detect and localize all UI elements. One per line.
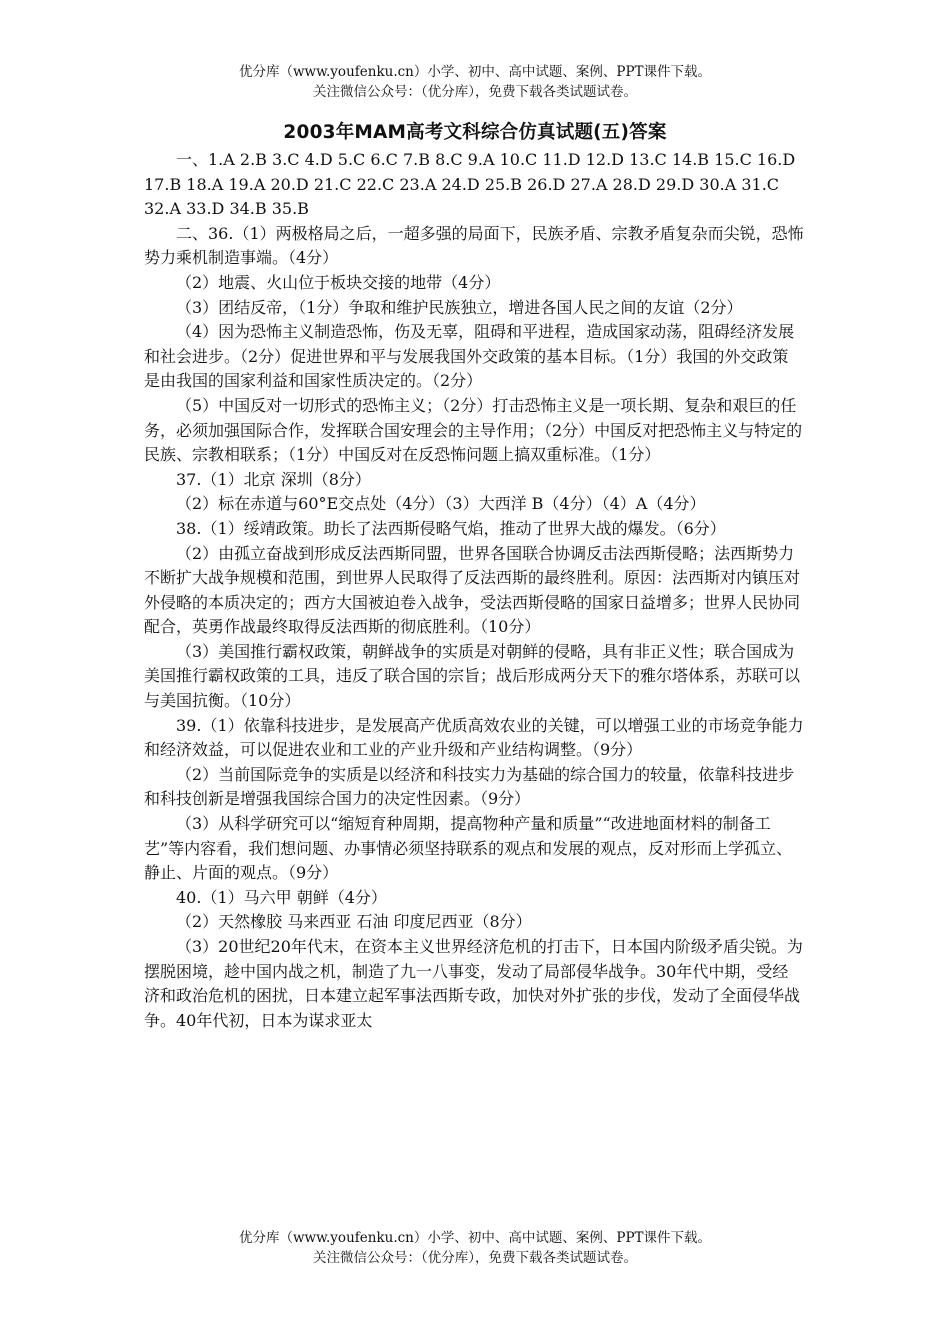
answer-paragraph: （4）因为恐怖主义制造恐怖，伤及无辜，阻碍和平进程，造成国家动荡，阻碍经济发展和社会进步。（2分）促进世界和平与发展我国外交政策的基本目标。（1分）我国的外交政策是由我国的国家利益和国家性质决定的。（2分）	[144, 322, 795, 391]
answer-paragraph: （2）地震、火山位于板块交接的地带（4分）	[176, 272, 501, 292]
footer-line-2: 关注微信公众号：（优分库），免费下载各类试题试卷。	[313, 1250, 637, 1266]
answer-paragraph: （3）从科学研究可以“缩短育种周期，提高物种产量和质量”“改进地面材料的制备工艺”等内容看，我们想问题、办事情必须坚持联系的观点和发展的观点，反对形而上学孤立、静止、片面的观点。（9分）	[144, 814, 793, 883]
answer-paragraph: （3）团结反帝，（1分）争取和维护民族独立，增进各国人民之间的友谊（2分）	[176, 297, 743, 317]
answer-paragraph: 一、1.A 2.B 3.C 4.D 5.C 6.C 7.B 8.C 9.A 10.C 11.D 12.D 13.C 14.B 15.C 16.D 17.B 18.A 19.A 20.D 21.C 22.C 23.A 24.D 25.B 26.D 27.A 28.D 29.D 30.A 31.C 32.A 33.D 34.B 35.B	[144, 150, 796, 219]
answer-paragraph: 40.（1）马六甲 朝鲜（4分）	[176, 887, 387, 907]
page-footer	[0, 1228, 950, 1268]
answer-paragraph: 38.（1）绥靖政策。助长了法西斯侵略气焰，推动了世界大战的爆发。（6分）	[176, 518, 726, 538]
answer-body	[144, 148, 804, 1033]
answer-paragraph: （5）中国反对一切形式的恐怖主义；（2分）打击恐怖主义是一项长期、复杂和艰巨的任务，必须加强国际合作，发挥联合国安理会的主导作用；（2分）中国反对把恐怖主义与特定的民族、宗教相联系；（1分）中国反对在反恐怖问题上搞双重标准。（1分）	[144, 395, 803, 465]
page-title: 2003年MAM高考文科综合仿真试题(五)答案	[283, 122, 667, 143]
answer-paragraph: （3）20世纪20年代末，在资本主义世界经济危机的打击下，日本国内阶级矛盾尖锐。为摆脱困境，趁中国内战之机，制造了九一八事变，发动了局部侵华战争。30年代中期，受经济和政治危机的困扰，日本建立起军事法西斯专政，加快对外扩张的步伐，发动了全面侵华战争。40年代初，日本为谋求亚太	[144, 937, 803, 1030]
footer-line-1: 优分库（www.youfenku.cn）小学、初中、高中试题、案例、PPT课件下载。	[238, 1230, 712, 1246]
page-header	[0, 62, 950, 102]
answer-paragraph: 二、36.（1）两极格局之后，一超多强的局面下，民族矛盾、宗教矛盾复杂而尖锐，恐怖势力乘机制造事端。（4分）	[144, 223, 804, 268]
answer-paragraph: （2）当前国际竞争的实质是以经济和科技实力为基础的综合国力的较量，依靠科技进步和科技创新是增强我国综合国力的决定性因素。（9分）	[144, 764, 795, 809]
answer-paragraph: （3）美国推行霸权政策，朝鲜战争的实质是对朝鲜的侵略，具有非正义性；联合国成为美国推行霸权政策的工具，违反了联合国的宗旨；战后形成两分天下的雅尔塔体系，苏联可以与美国抗衡。（10分）	[144, 641, 801, 711]
answer-paragraph: 39.（1）依靠科技进步，是发展高产优质高效农业的关键，可以增强工业的市场竞争能力和经济效益，可以促进农业和工业的产业升级和产业结构调整。（9分）	[144, 715, 804, 760]
answer-paragraph: （2）标在赤道与60°E交点处（4分）（3）大西洋 B（4分）（4）A（4分）	[176, 494, 706, 514]
answer-paragraph: （2）天然橡胶 马来西亚 石油 印度尼西亚（8分）	[176, 912, 532, 932]
header-line-1: 优分库（www.youfenku.cn）小学、初中、高中试题、案例、PPT课件下载。	[238, 64, 712, 80]
header-line-2: 关注微信公众号：（优分库），免费下载各类试题试卷。	[313, 84, 637, 100]
answer-paragraph: 37.（1）北京 深圳（8分）	[176, 469, 371, 489]
answer-paragraph: （2）由孤立奋战到形成反法西斯同盟，世界各国联合协调反击法西斯侵略；法西斯势力不断扩大战争规模和范围，到世界人民取得了反法西斯的最终胜利。原因：法西斯对内镇压对外侵略的本质决定的；西方大国被迫卷入战争，受法西斯侵略的国家日益增多；世界人民协同配合，英勇作战最终取得反法西斯的彻底胜利。（10分）	[144, 543, 801, 637]
